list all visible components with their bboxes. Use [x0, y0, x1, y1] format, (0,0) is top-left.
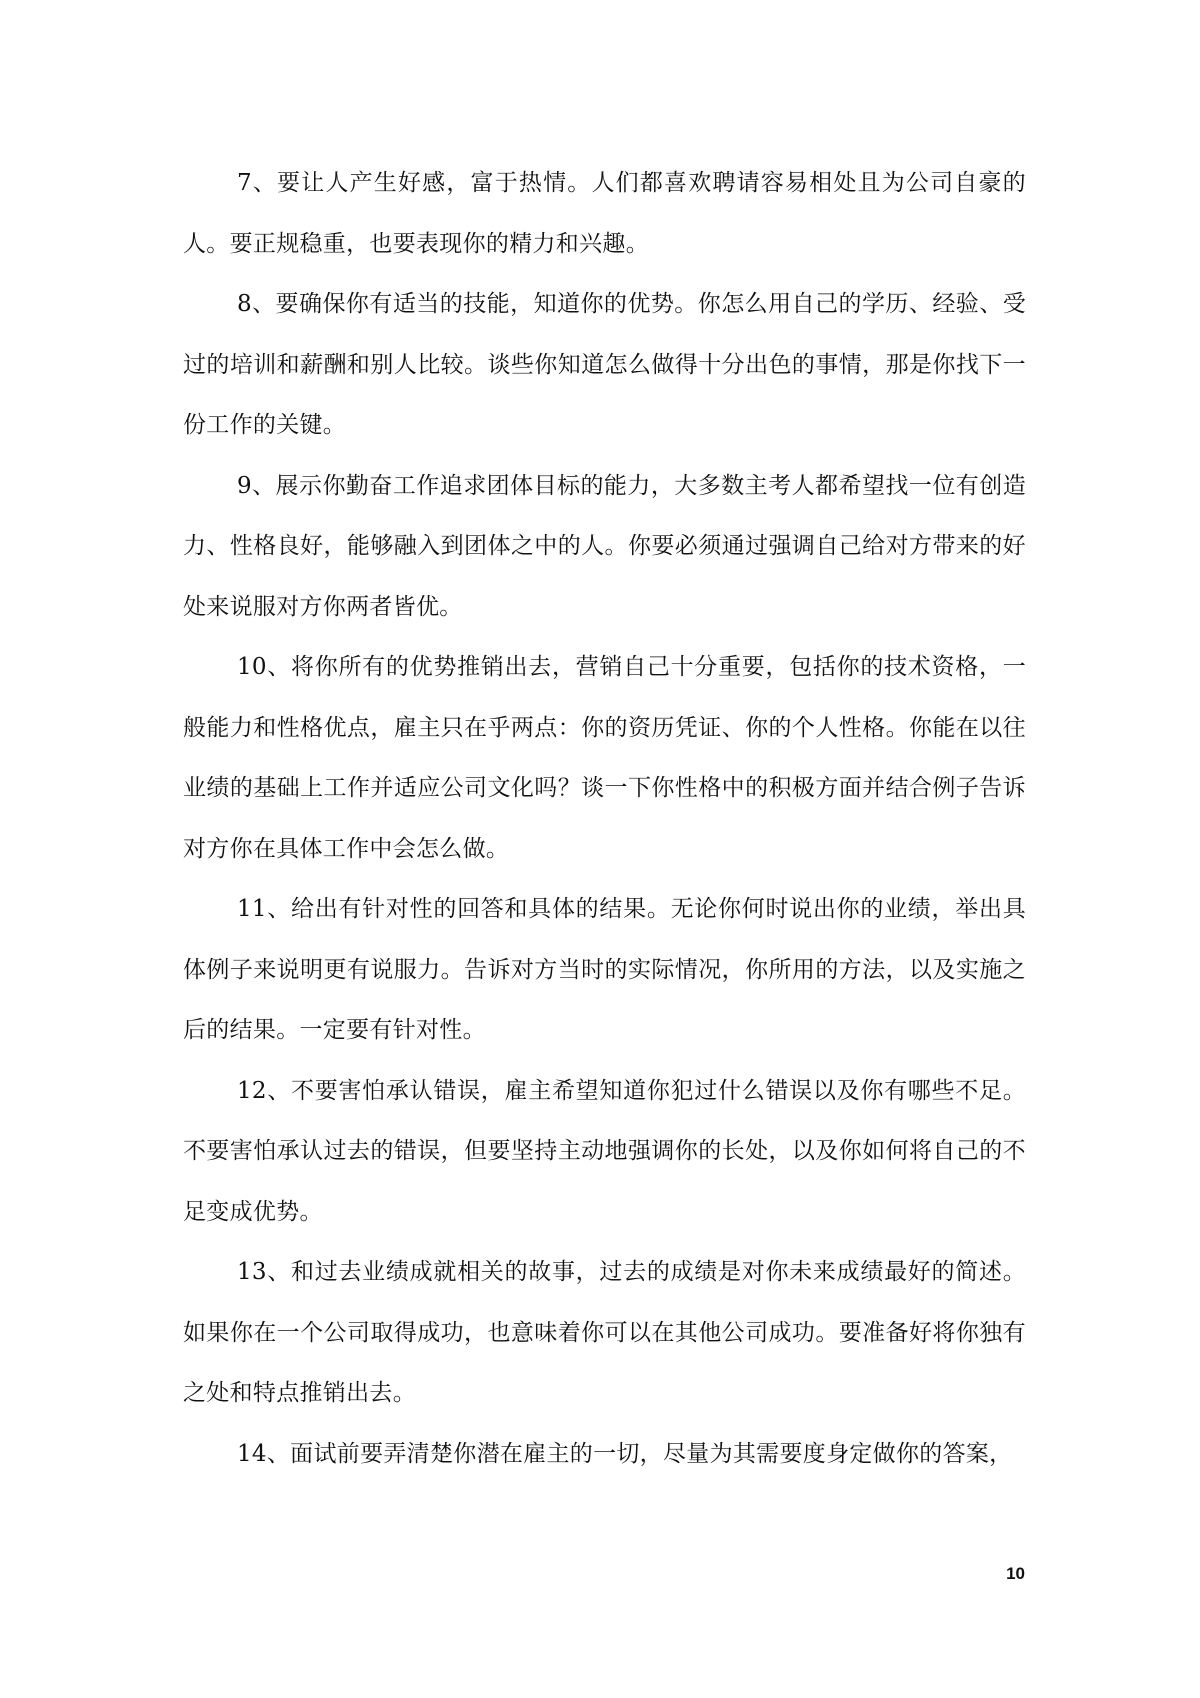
page-number: 10: [1006, 1564, 1025, 1583]
paragraph-10: 10、将你所有的优势推销出去，营销自己十分重要，包括你的技术资格，一般能力和性格优点，雇主只在乎两点：你的资历凭证、你的个人性格。你能在以往业绩的基础上工作并适应公司文化吗？谈一下你性格中的积极方面并结合例子告诉对方你在具体工作中会怎么做。: [183, 654, 1026, 862]
paragraph-9: 9、展示你勤奋工作追求团体目标的能力，大多数主考人都希望找一位有创造力、性格良好，能够融入到团体之中的人。你要必须通过强调自己给对方带来的好处来说服对方你两者皆优。: [183, 472, 1026, 620]
body-text: [183, 153, 1026, 1484]
paragraph-11: 11、给出有针对性的回答和具体的结果。无论你何时说出你的业绩，举出具体例子来说明更有说服力。告诉对方当时的实际情况，你所用的方法，以及实施之后的结果。一定要有针对性。: [183, 896, 1026, 1043]
paragraph-12: 12、不要害怕承认错误，雇主希望知道你犯过什么错误以及你有哪些不足。不要害怕承认过去的错误，但要坚持主动地强调你的长处，以及你如何将自己的不足变成优势。: [183, 1077, 1026, 1225]
paragraph-8: 8、要确保你有适当的技能，知道你的优势。你怎么用自己的学历、经验、受过的培训和薪酬和别人比较。谈些你知道怎么做得十分出色的事情，那是你找下一份工作的关键。: [183, 291, 1026, 438]
paragraph-13: 13、和过去业绩成就相关的故事，过去的成绩是对你未来成绩最好的简述。如果你在一个公司取得成功，也意味着你可以在其他公司成功。要准备好将你独有之处和特点推销出去。: [183, 1259, 1026, 1406]
paragraph-14: 14、面试前要弄清楚你潜在雇主的一切，尽量为其需要度身定做你的答案，: [237, 1440, 1013, 1467]
paragraph-7: 7、要让人产生好感，富于热情。人们都喜欢聘请容易相处且为公司自豪的人。要正规稳重，也要表现你的精力和兴趣。: [183, 170, 1026, 257]
